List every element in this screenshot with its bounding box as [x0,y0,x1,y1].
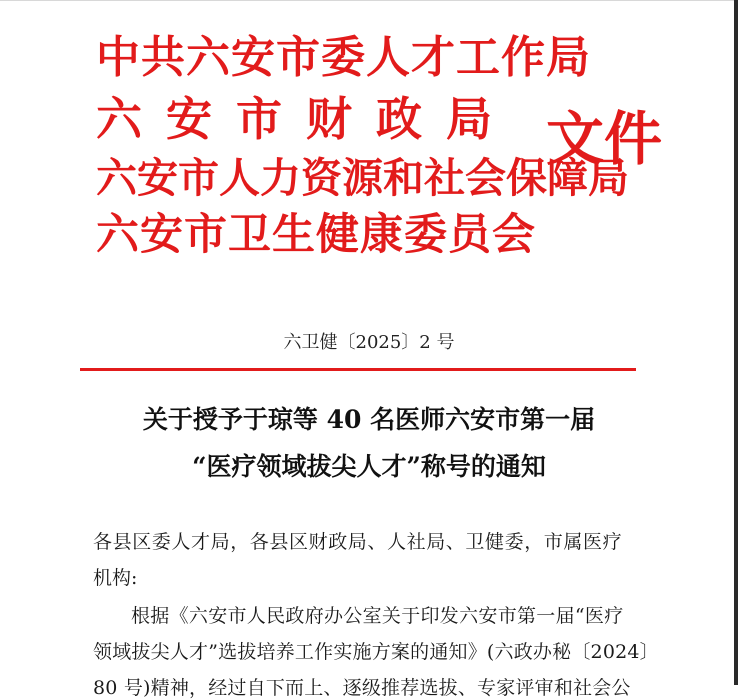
body-text-line: 各县区委人才局，各县区财政局、人社局、卫健委，市属医疗 [93,531,623,553]
document-number: 六卫健〔2025〕2 号 [283,332,455,353]
notice-title-line-2: “医疗领域拔尖人才”称号的通知 [192,452,546,481]
body-text-line: 80 号)精神，经过自下而上、逐级推荐选拔、专家评审和社会公 [93,677,631,699]
notice-title-line-1: 关于授予于琼等 40 名医师六安市第一届 [142,405,596,434]
red-separator-line [80,368,636,371]
body-text-line: 领域拔尖人才”选拔培养工作实施方案的通知》(六政办秘〔2024〕 [93,641,659,663]
issuer-name-4: 六安市卫生健康委员会 [96,210,536,260]
body-text-line: 根据《六安市人民政府办公室关于印发六安市第一届“医疗 [131,605,624,627]
page-top-edge [0,0,738,1]
document-type-label: 文件 [546,105,663,173]
body-text-line: 机构: [93,567,138,589]
issuer-name-2: 六安市财政局 [96,92,516,146]
issuer-name-3: 六安市人力资源和社会保障局 [96,154,629,202]
issuer-name-1: 中共六安市委人才工作局 [96,32,591,83]
